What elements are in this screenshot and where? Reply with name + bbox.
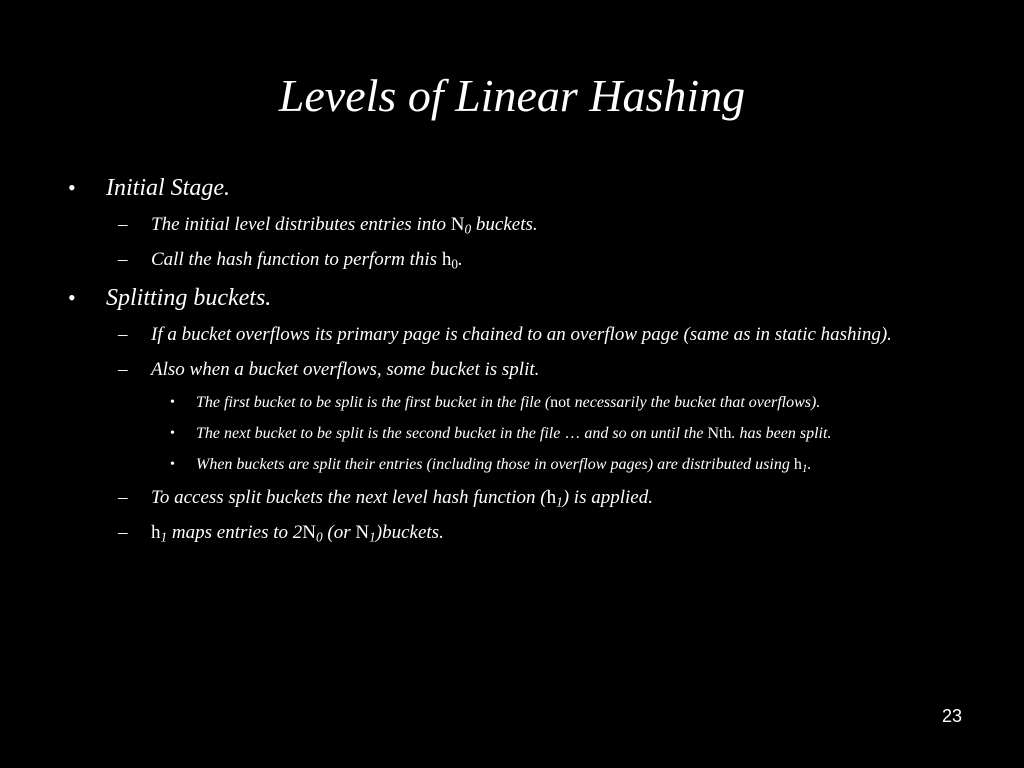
sub-bullet-text: Call the hash function to perform this	[151, 249, 442, 270]
bullet-marker: •	[170, 426, 175, 441]
sub-bullet-text-mid2: (or	[322, 522, 356, 543]
slide-body	[66, 165, 986, 548]
bullet-marker: •	[170, 457, 175, 472]
third-bullet-next-bucket	[66, 420, 986, 447]
third-bullet-text-end: . has been split.	[731, 425, 832, 442]
sub-bullet-call-hash	[66, 244, 986, 275]
subscript: 0	[316, 529, 323, 545]
subscript: 0	[464, 221, 472, 237]
dash-marker: –	[118, 214, 128, 235]
dash-marker: –	[118, 324, 128, 345]
sub-bullet-text: The initial level distributes entries into	[151, 214, 451, 235]
sub-bullet-h1-maps	[66, 517, 986, 548]
sub-bullet-initial-level	[66, 209, 986, 240]
third-bullet-text-mid: and so on until the	[580, 425, 708, 442]
ellipsis: …	[564, 425, 581, 442]
subscript: 1	[369, 529, 376, 545]
bullet-text: Initial Stage.	[106, 175, 230, 201]
slide-number: 23	[941, 706, 962, 726]
subscript: 1	[556, 494, 563, 510]
third-bullet-text-end: .	[807, 456, 812, 473]
variable-h: h	[793, 456, 802, 473]
variable-n: N	[302, 522, 316, 543]
bullet-marker: •	[170, 395, 175, 410]
dash-marker: –	[118, 359, 128, 380]
sub-bullet-text: To access split buckets the next level hash function (	[151, 487, 547, 508]
subscript: 0	[451, 256, 458, 272]
emphasis-not: not	[550, 394, 571, 411]
variable-h: h	[441, 249, 452, 270]
bullet-initial-stage	[66, 171, 986, 205]
sub-bullet-text-end: ) is applied.	[562, 487, 653, 508]
sub-bullet-text-end: .	[457, 249, 463, 270]
variable-h: h	[546, 487, 557, 508]
third-bullet-text: When buckets are split their entries (including those in overflow pages) are distributed using	[196, 456, 794, 473]
third-bullet-distributed	[66, 451, 986, 478]
third-bullet-text: The next bucket to be split is the second bucket in the file	[196, 425, 565, 442]
sub-bullet-text-mid: maps entries to 2	[167, 522, 303, 543]
variable-h: h	[151, 522, 161, 543]
sub-bullet-overflow-chain	[66, 319, 986, 350]
dash-marker: –	[118, 522, 128, 543]
dash-marker: –	[118, 249, 128, 270]
sub-bullet-text: If a bucket overflows its primary page is chained to an overflow page (same as in static hashing).	[151, 324, 892, 345]
bullet-marker: •	[68, 175, 76, 200]
subscript: 1	[160, 529, 168, 545]
slide-title: Levels of Linear Hashing	[278, 70, 746, 121]
third-bullet-text: The first bucket to be split is the first bucket in the file (	[196, 394, 551, 411]
third-bullet-text-end: necessarily the bucket that overflows).	[570, 394, 821, 411]
sub-bullet-bucket-split	[66, 354, 986, 385]
variable-n: N	[355, 522, 370, 543]
sub-bullet-text-end: buckets.	[471, 214, 538, 235]
bullet-text: Splitting buckets.	[106, 285, 272, 311]
bullet-splitting-buckets	[66, 281, 986, 315]
variable-n: N	[450, 214, 465, 235]
subscript: 1	[801, 462, 808, 475]
third-bullet-first-bucket	[66, 389, 986, 416]
sub-bullet-access-split	[66, 482, 986, 513]
emphasis-nth: Nth	[707, 425, 732, 442]
sub-bullet-text: Also when a bucket overflows, some bucket is split.	[151, 359, 540, 380]
bullet-marker: •	[68, 285, 76, 310]
sub-bullet-text-end: )buckets.	[375, 522, 444, 543]
dash-marker: –	[118, 487, 128, 508]
